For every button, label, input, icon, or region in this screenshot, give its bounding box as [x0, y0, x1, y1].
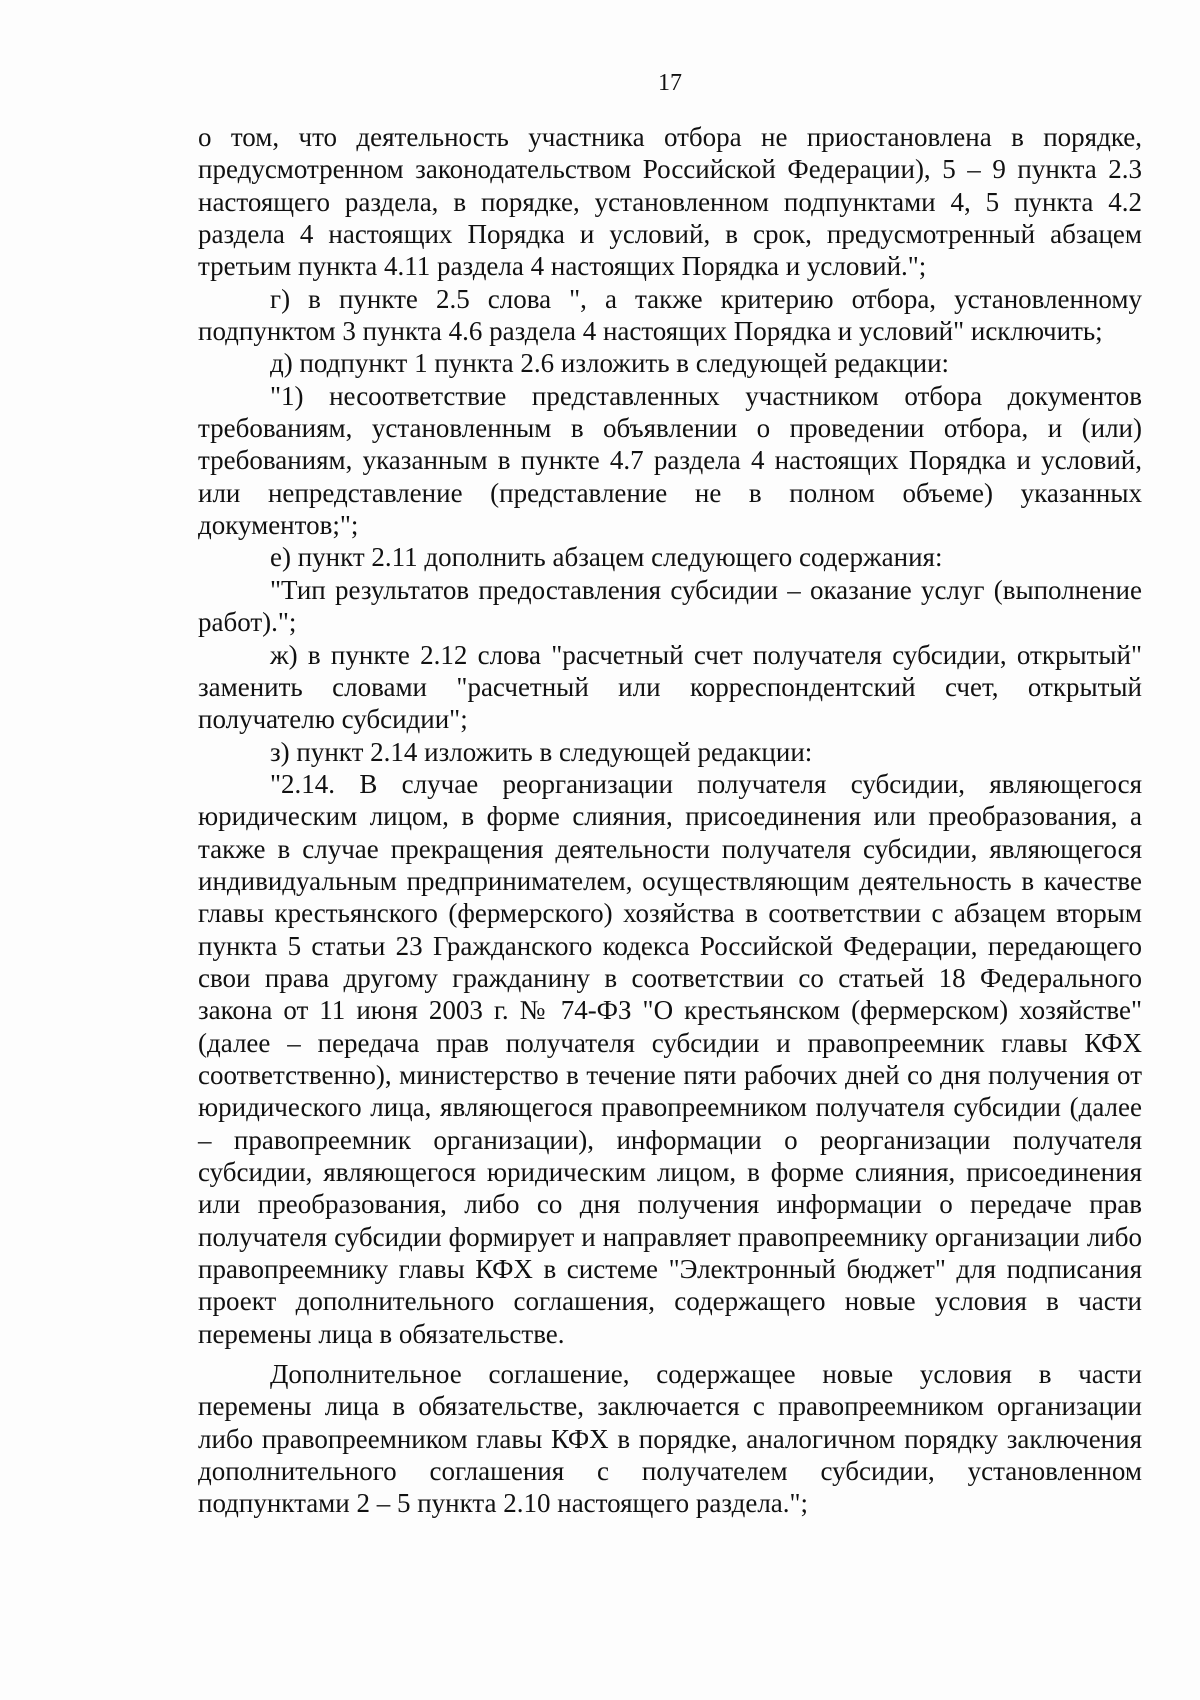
paragraph-item-zh: ж) в пункте 2.12 слова "расчетный счет получателя субсидии, открытый" заменить словами "расчетный или корреспондентский счет, открытый получателю субсидии";	[198, 639, 1142, 735]
page-number: 17	[658, 70, 682, 96]
paragraph-item-d: д) подпункт 1 пункта 2.6 изложить в следующей редакции:	[270, 348, 950, 379]
paragraph-additional-agreement: Дополнительное соглашение, содержащее новые условия в части перемены лица в обязательстве, заключается с правопреемником организации либо правопреемником главы КФХ в порядке, аналогичном порядку заключения дополнительного соглашения с получателем субсидии, установленном подпунктами 2 – 5 пункта 2.10 настоящего раздела.";	[198, 1359, 1142, 1519]
paragraph-quote-subpoint-1: "1) несоответствие представленных участником отбора документов требованиям, установленным в объявлении о проведении отбора, и (или) требованиям, указанным в пункте 4.7 раздела 4 настоящих Порядка и условий, или непредставление (представление не в полном объеме) указанных документов;";	[198, 380, 1142, 541]
paragraph-quote-result-type: "Тип результатов предоставления субсидии – оказание услуг (выполнение работ).";	[198, 574, 1142, 638]
paragraph-continuation: о том, что деятельность участника отбора не приостановлена в порядке, предусмотренном законодательством Российской Федерации), 5 – 9 пункта 2.3 настоящего раздела, в порядке, установленном подпунктами 4, 5 пункта 4.2 раздела 4 настоящих Порядка и условий, в срок, предусмотренный абзацем третьим пункта 4.11 раздела 4 настоящих Порядка и условий.";	[198, 122, 1142, 282]
paragraph-item-e: е) пункт 2.11 дополнить абзацем следующего содержания:	[270, 542, 943, 573]
paragraph-item-z: з) пункт 2.14 изложить в следующей редакции:	[270, 736, 813, 767]
paragraph-item-g: г) в пункте 2.5 слова ", а также критерию отбора, установленному подпунктом 3 пункта 4.6 раздела 4 настоящих Порядка и условий" исключить;	[198, 283, 1142, 347]
document-body	[198, 121, 1142, 1520]
paragraph-quote-2-14: "2.14. В случае реорганизации получателя субсидии, являющегося юридическим лицом, в форме слияния, присоединения или преобразования, а также в случае прекращения деятельности получателя субсидии, являющегося индивидуальным предпринимателем, осуществляющим деятельность в качестве главы крестьянского (фермерского) хозяйства в соответствии с абзацем вторым пункта 5 статьи 23 Гражданского кодекса Российской Федерации, передающего свои права другому гражданину в соответствии со статьей 18 Федерального закона от 11 июня 2003 г. № 74-ФЗ "О крестьянском (фермерском) хозяйстве" (далее – передача прав получателя субсидии и правопреемник главы КФХ соответственно), министерство в течение пяти рабочих дней со дня получения от юридического лица, являющегося правопреемником получателя субсидии (далее – правопреемник организации), информации о реорганизации получателя субсидии, являющегося юридическим лицом, в форме слияния, присоединения или преобразования, либо со дня получения информации о передаче прав получателя субсидии формирует и направляет правопреемнику организации либо правопреемнику главы КФХ в системе "Электронный бюджет" для подписания проект дополнительного соглашения, содержащего новые условия в части перемены лица в обязательстве.	[198, 768, 1142, 1349]
